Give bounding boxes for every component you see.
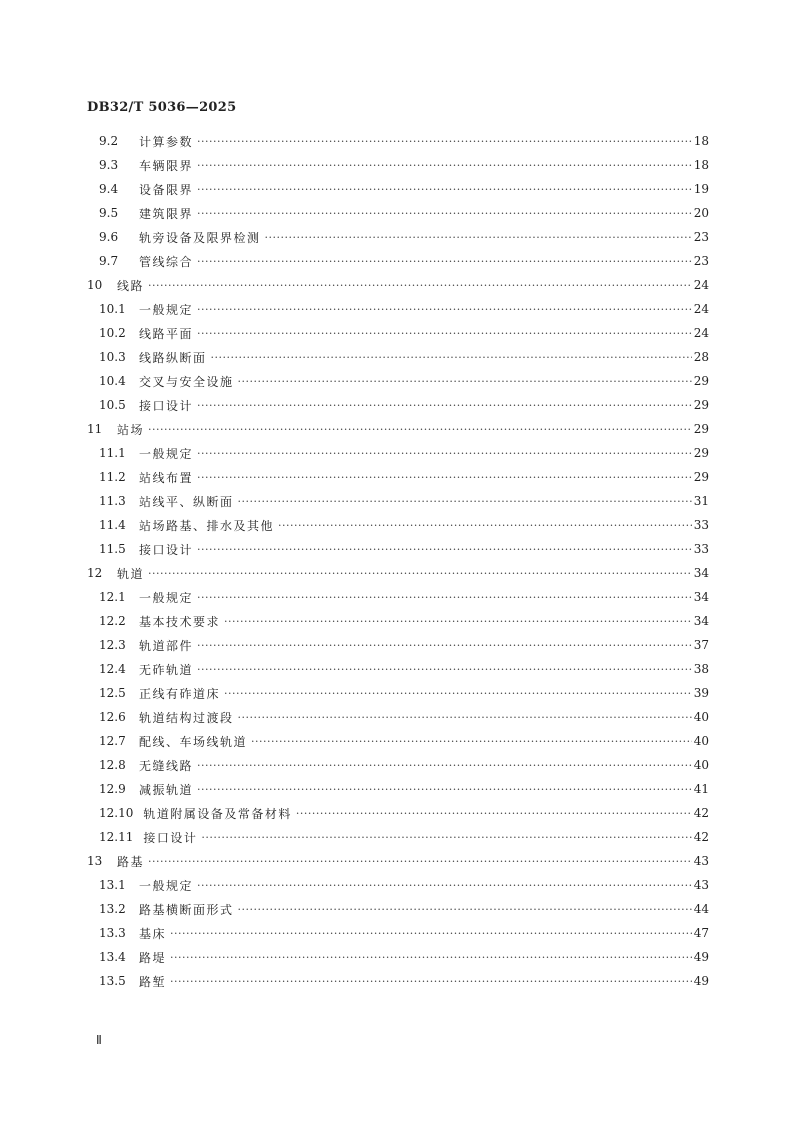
toc-entry-page: 29 [693,398,709,412]
toc-entry-title: 计算参数 [139,134,194,149]
toc-entry-title: 接口设计 [139,542,194,557]
toc-entry-number: 13 [87,854,103,868]
toc-entry[interactable] [0,129,709,153]
toc-entry[interactable] [0,633,709,657]
toc-leader-dots [197,207,692,220]
toc-entry[interactable] [0,681,709,705]
toc-leader-dots [224,615,692,628]
toc-entry-number: 12 [87,566,103,580]
toc-leader-dots [296,807,692,820]
toc-entry[interactable] [0,945,709,969]
toc-entry-title: 减振轨道 [139,782,194,797]
toc-entry-number: 12.10 [99,806,134,820]
toc-leader-dots [148,279,692,292]
toc-entry-page: 40 [693,758,709,772]
toc-entry-title: 路基横断面形式 [139,902,234,917]
toc-entry-title: 轨道附属设备及常备材料 [143,806,292,821]
toc-entry-page: 29 [693,470,709,484]
toc-entry-title: 轨道结构过渡段 [139,710,234,725]
toc-entry-number: 11.2 [99,470,126,484]
toc-entry-number: 11.3 [99,494,126,508]
toc-leader-dots [197,447,692,460]
toc-leader-dots [170,927,692,940]
toc-entry-number: 13.3 [99,926,126,940]
toc-leader-dots [201,831,691,844]
toc-entry-page: 33 [693,542,709,556]
toc-entry-page: 23 [693,254,709,268]
toc-entry-number: 10.3 [99,350,126,364]
toc-entry-title: 线路纵断面 [139,350,207,365]
toc-leader-dots [148,423,692,436]
toc-entry[interactable] [0,441,709,465]
toc-entry-title: 路堑 [139,974,167,989]
toc-entry-number: 12.8 [99,758,126,772]
page-number: Ⅱ [96,1033,102,1047]
toc-entry[interactable] [0,585,709,609]
toc-entry-number: 9.2 [99,134,119,148]
toc-leader-dots [224,687,692,700]
toc-entry-page: 44 [693,902,709,916]
toc-leader-dots [148,855,692,868]
toc-entry-number: 12.9 [99,782,126,796]
toc-entry[interactable] [0,177,709,201]
toc-entry-title: 一般规定 [139,446,194,461]
toc-entry-title: 无砟轨道 [139,662,194,677]
toc-entry-number: 11.4 [99,518,126,532]
toc-entry-title: 设备限界 [139,182,194,197]
toc-entry[interactable] [0,777,709,801]
toc-entry[interactable] [0,537,709,561]
toc-entry-page: 24 [693,302,709,316]
toc-leader-dots [197,255,692,268]
toc-leader-dots [211,351,692,364]
toc-leader-dots [170,951,692,964]
toc-entry-title: 路堤 [139,950,167,965]
toc-entry-title: 站线布置 [139,470,194,485]
toc-leader-dots [238,495,692,508]
toc-entry[interactable] [0,561,709,585]
toc-leader-dots [251,735,692,748]
toc-entry-title: 线路 [117,278,145,293]
toc-entry-number: 10.5 [99,398,126,412]
toc-entry-page: 33 [693,518,709,532]
toc-entry[interactable] [0,297,709,321]
toc-entry-number: 9.7 [99,254,119,268]
toc-entry[interactable] [0,729,709,753]
toc-leader-dots [197,183,692,196]
toc-entry-page: 40 [693,734,709,748]
toc-entry-page: 49 [693,974,709,988]
toc-entry-number: 9.4 [99,182,119,196]
toc-entry-title: 站场路基、排水及其他 [139,518,275,533]
toc-entry[interactable] [0,921,709,945]
toc-entry[interactable] [0,873,709,897]
toc-leader-dots [170,975,692,988]
toc-leader-dots [148,567,692,580]
toc-entry-title: 一般规定 [139,878,194,893]
toc-entry-title: 无缝线路 [139,758,194,773]
toc-entry-number: 12.4 [99,662,126,676]
toc-entry-title: 轨道部件 [139,638,194,653]
toc-entry[interactable] [0,897,709,921]
toc-entry-page: 40 [693,710,709,724]
toc-entry[interactable] [0,465,709,489]
toc-entry-number: 12.11 [99,830,134,844]
toc-entry[interactable] [0,801,709,825]
toc-entry[interactable] [0,705,709,729]
toc-entry-number: 9.6 [99,230,119,244]
toc-entry-page: 34 [693,590,709,604]
toc-entry-page: 18 [693,134,709,148]
toc-leader-dots [197,543,692,556]
toc-entry[interactable] [0,201,709,225]
toc-entry-title: 线路平面 [139,326,194,341]
toc-entry-number: 9.5 [99,206,119,220]
toc-leader-dots [197,639,692,652]
toc-leader-dots [197,399,692,412]
toc-entry[interactable] [0,753,709,777]
toc-entry-page: 39 [693,686,709,700]
toc-entry[interactable] [0,369,709,393]
toc-entry-title: 路基 [117,854,145,869]
toc-entry-page: 19 [693,182,709,196]
toc-entry[interactable] [0,657,709,681]
toc-leader-dots [197,591,692,604]
toc-entry-page: 38 [693,662,709,676]
toc-entry-title: 交叉与安全设施 [139,374,234,389]
toc-entry[interactable] [0,513,709,537]
toc-entry-page: 41 [693,782,709,796]
toc-entry-title: 一般规定 [139,590,194,605]
toc-entry-number: 10.2 [99,326,126,340]
toc-leader-dots [238,903,692,916]
toc-entry[interactable] [0,321,709,345]
toc-leader-dots [197,159,692,172]
toc-leader-dots [197,783,692,796]
toc-entry-number: 12.6 [99,710,126,724]
toc-entry-number: 9.3 [99,158,119,172]
toc-entry-number: 13.4 [99,950,126,964]
toc-entry[interactable] [0,609,709,633]
toc-leader-dots [197,303,692,316]
toc-entry[interactable] [0,417,709,441]
toc-entry-title: 管线综合 [139,254,194,269]
toc-entry-page: 29 [693,422,709,436]
toc-leader-dots [197,663,692,676]
toc-entry[interactable] [0,849,709,873]
toc-entry-title: 建筑限界 [139,206,194,221]
toc-entry[interactable] [0,153,709,177]
toc-entry-title: 基本技术要求 [139,614,221,629]
toc-entry[interactable] [0,489,709,513]
toc-entry-title: 轨道 [117,566,145,581]
toc-entry-page: 42 [693,830,709,844]
toc-entry[interactable] [0,225,709,249]
toc-entry-page: 18 [693,158,709,172]
toc-entry-title: 轨旁设备及限界检测 [139,230,261,245]
toc-entry-page: 43 [693,878,709,892]
toc-entry-title: 一般规定 [139,302,194,317]
toc-entry[interactable] [0,345,709,369]
toc-entry-page: 23 [693,230,709,244]
table-of-contents [0,129,800,993]
toc-entry-number: 12.1 [99,590,126,604]
toc-entry-title: 车辆限界 [139,158,194,173]
toc-entry-title: 站线平、纵断面 [139,494,234,509]
toc-entry-page: 37 [693,638,709,652]
toc-entry-title: 正线有砟道床 [139,686,221,701]
toc-entry-number: 10.1 [99,302,126,316]
toc-entry-number: 10.4 [99,374,126,388]
toc-entry-page: 24 [693,278,709,292]
toc-leader-dots [197,879,692,892]
toc-leader-dots [265,231,692,244]
toc-entry-page: 31 [693,494,709,508]
toc-leader-dots [238,375,692,388]
toc-entry-number: 13.2 [99,902,126,916]
toc-entry-number: 12.7 [99,734,126,748]
toc-entry-page: 47 [693,926,709,940]
toc-entry-page: 29 [693,374,709,388]
toc-entry-page: 34 [693,614,709,628]
toc-entry-title: 接口设计 [143,830,198,845]
toc-leader-dots [278,519,692,532]
toc-leader-dots [197,135,692,148]
toc-entry-page: 20 [693,206,709,220]
toc-entry-page: 29 [693,446,709,460]
toc-entry-number: 13.1 [99,878,126,892]
toc-entry-page: 24 [693,326,709,340]
toc-entry-number: 11.1 [99,446,126,460]
toc-entry[interactable] [0,273,709,297]
toc-entry-page: 49 [693,950,709,964]
toc-entry-number: 13.5 [99,974,126,988]
toc-leader-dots [238,711,692,724]
toc-leader-dots [197,759,692,772]
toc-entry-number: 12.3 [99,638,126,652]
toc-entry[interactable] [0,969,709,993]
toc-entry-number: 12.2 [99,614,126,628]
toc-entry-page: 28 [693,350,709,364]
toc-entry-number: 10 [87,278,103,292]
toc-entry-title: 接口设计 [139,398,194,413]
toc-entry-page: 34 [693,566,709,580]
toc-entry-number: 12.5 [99,686,126,700]
toc-entry-number: 11 [87,422,103,436]
toc-leader-dots [197,471,692,484]
toc-entry-title: 配线、车场线轨道 [139,734,248,749]
toc-entry[interactable] [0,393,709,417]
toc-entry-page: 43 [693,854,709,868]
toc-entry-title: 站场 [117,422,145,437]
standard-code-header: DB32/T 5036—2025 [87,100,237,115]
toc-entry[interactable] [0,249,709,273]
toc-entry-number: 11.5 [99,542,126,556]
toc-leader-dots [197,327,692,340]
toc-entry[interactable] [0,825,709,849]
toc-entry-title: 基床 [139,926,167,941]
toc-entry-page: 42 [693,806,709,820]
